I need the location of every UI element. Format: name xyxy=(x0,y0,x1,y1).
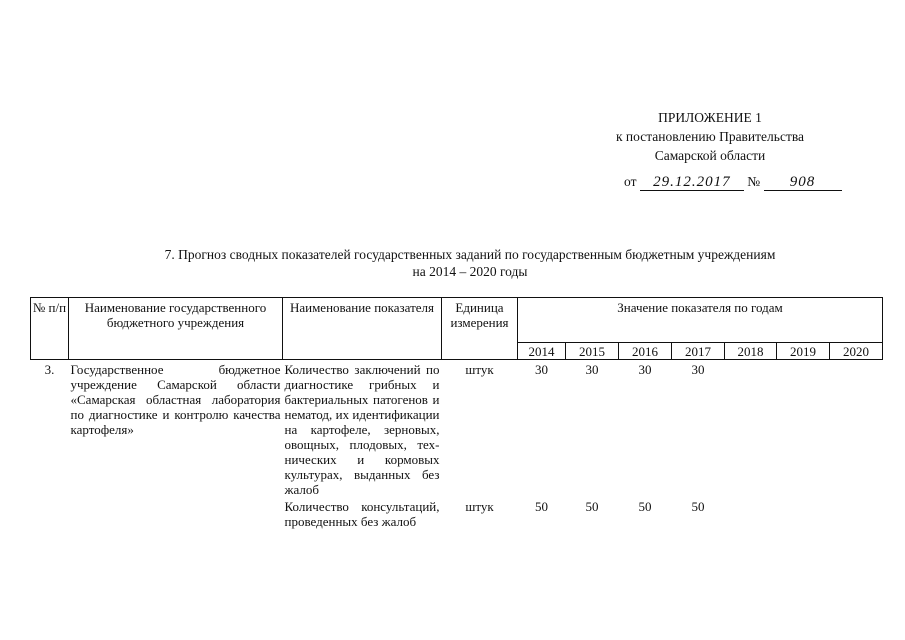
row-value xyxy=(830,497,883,529)
header-indicator: Наименование показателя xyxy=(283,298,442,360)
header-year: 2015 xyxy=(566,343,619,360)
appendix-title: ПРИЛОЖЕНИЕ 1 xyxy=(658,110,762,125)
order-date: 29.12.2017 xyxy=(640,174,744,191)
row-unit: штук xyxy=(465,362,494,377)
row-value: 50 xyxy=(691,499,705,514)
header-institution: Наименование государственного бюджетного учреждения xyxy=(69,298,283,360)
order-prefix: от xyxy=(624,174,637,189)
appendix-line-2: Самарской области xyxy=(654,148,766,163)
header-values: Значение показателя по годам xyxy=(518,298,883,343)
header-num: № п/п xyxy=(31,298,69,360)
row-value: 30 xyxy=(638,362,652,377)
heading-line-1: 7. Прогноз сводных показателей государственных заданий по государственным бюджетным учреждениям xyxy=(164,247,776,262)
table-row xyxy=(31,497,883,529)
row-num xyxy=(31,497,69,529)
header-year: 2019 xyxy=(777,343,830,360)
header-unit: Единица измерения xyxy=(442,298,518,360)
row-value: 50 xyxy=(585,499,599,514)
header-year: 2017 xyxy=(672,343,725,360)
row-value xyxy=(777,497,830,529)
section-heading xyxy=(60,246,880,280)
header-year: 2014 xyxy=(518,343,566,360)
order-line xyxy=(624,174,842,191)
header-row xyxy=(31,298,883,343)
order-number-sign: № xyxy=(747,174,761,189)
order-number: 908 xyxy=(764,174,842,191)
row-value: 30 xyxy=(535,362,548,377)
row-num: 3. xyxy=(44,362,55,377)
row-value: 30 xyxy=(691,362,705,377)
table-row xyxy=(31,360,883,498)
indicators-table xyxy=(30,297,883,529)
row-value xyxy=(725,497,777,529)
appendix-block xyxy=(560,108,860,165)
row-indicator: Количество заключений по диагностике грибных и бактериальных патогенов и нематод, их идентификации на картофеле, зерновых, овощных, плодовых, технических и кормовых культурах, выданных без жалоб xyxy=(284,362,440,497)
row-value: 30 xyxy=(585,362,599,377)
row-value: 50 xyxy=(535,499,548,514)
row-indicator: Количество консультаций, проведенных без жалоб xyxy=(284,499,440,529)
header-year: 2020 xyxy=(830,343,883,360)
heading-line-2: на 2014 – 2020 годы xyxy=(412,264,528,279)
row-unit: штук xyxy=(465,499,494,514)
row-value xyxy=(725,360,777,498)
appendix-line-1: к постановлению Правительства xyxy=(615,129,805,144)
row-value xyxy=(830,360,883,498)
row-value xyxy=(777,360,830,498)
header-year: 2018 xyxy=(725,343,777,360)
header-year: 2016 xyxy=(619,343,672,360)
row-institution: Государственное бюджетное учреждение Самарской области «Самарская областная лаборатория по диагностике и контролю качества картофеля» xyxy=(70,362,281,437)
row-value: 50 xyxy=(638,499,652,514)
row-institution xyxy=(69,497,283,529)
